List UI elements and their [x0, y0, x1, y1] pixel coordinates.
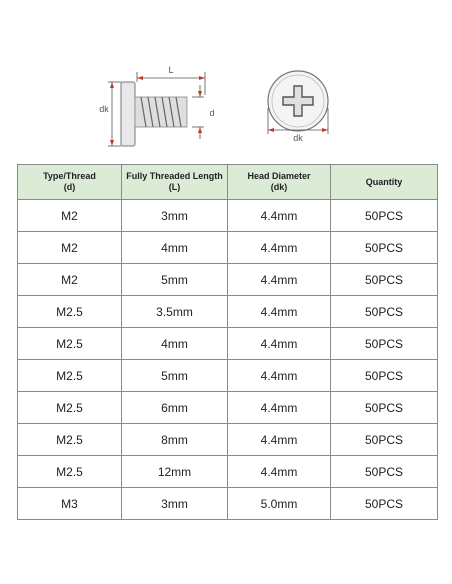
header-line: (L) [168, 182, 181, 192]
cell-quantity: 50PCS [331, 424, 438, 456]
cell-length: 3mm [122, 200, 228, 232]
table-row [18, 264, 438, 296]
cell-head-diameter: 4.4mm [228, 296, 331, 328]
cell-head-diameter: 4.4mm [228, 392, 331, 424]
header-head-diameter [228, 165, 331, 200]
header-line: Fully Threaded Length [126, 171, 223, 181]
header-line: (d) [63, 182, 76, 192]
cell-length: 3mm [122, 488, 228, 520]
cell-length: 5mm [122, 264, 228, 296]
cell-length: 6mm [122, 392, 228, 424]
screw-spec-table [17, 164, 438, 520]
cell-type: M2.5 [18, 328, 122, 360]
cell-head-diameter: 4.4mm [228, 424, 331, 456]
cell-head-diameter: 5.0mm [228, 488, 331, 520]
cell-type: M2.5 [18, 392, 122, 424]
table-row [18, 392, 438, 424]
cell-quantity: 50PCS [331, 392, 438, 424]
cell-length: 12mm [122, 456, 228, 488]
table-row [18, 296, 438, 328]
header-line: Head Diameter [247, 171, 311, 181]
cell-length: 8mm [122, 424, 228, 456]
cell-quantity: 50PCS [331, 200, 438, 232]
table-row [18, 488, 438, 520]
cell-type: M2 [18, 232, 122, 264]
cell-length: 4mm [122, 328, 228, 360]
cell-type: M2 [18, 200, 122, 232]
cell-head-diameter: 4.4mm [228, 200, 331, 232]
screw-shank [135, 97, 187, 127]
cell-quantity: 50PCS [331, 264, 438, 296]
cell-quantity: 50PCS [331, 296, 438, 328]
table-row [18, 328, 438, 360]
cell-type: M2.5 [18, 360, 122, 392]
cell-type: M3 [18, 488, 122, 520]
header-type-thread [18, 165, 122, 200]
cell-quantity: 50PCS [331, 328, 438, 360]
table-row [18, 232, 438, 264]
cell-type: M2 [18, 264, 122, 296]
cell-type: M2.5 [18, 456, 122, 488]
cell-quantity: 50PCS [331, 488, 438, 520]
header-quantity [331, 165, 438, 200]
thread-diameter-label: d [209, 108, 215, 118]
cell-head-diameter: 4.4mm [228, 360, 331, 392]
length-dimension-label: L [168, 65, 174, 75]
cell-length: 5mm [122, 360, 228, 392]
table-row [18, 456, 438, 488]
table-row [18, 424, 438, 456]
cell-quantity: 50PCS [331, 456, 438, 488]
table-row [18, 360, 438, 392]
table-row [18, 200, 438, 232]
cell-type: M2.5 [18, 424, 122, 456]
header-threaded-length [122, 165, 228, 200]
cell-head-diameter: 4.4mm [228, 232, 331, 264]
head-diameter-side-label: dk [99, 104, 109, 114]
screw-head-side [121, 82, 135, 146]
cell-head-diameter: 4.4mm [228, 456, 331, 488]
table-header-row [18, 165, 438, 200]
cell-type: M2.5 [18, 296, 122, 328]
cell-length: 3.5mm [122, 296, 228, 328]
head-diameter-top-label: dk [293, 133, 303, 143]
cell-quantity: 50PCS [331, 232, 438, 264]
cell-head-diameter: 4.4mm [228, 264, 331, 296]
cell-quantity: 50PCS [331, 360, 438, 392]
screw-side-view-drawing [0, 0, 452, 160]
cell-head-diameter: 4.4mm [228, 328, 331, 360]
header-line: Type/Thread [43, 171, 96, 181]
cell-length: 4mm [122, 232, 228, 264]
screw-dimension-diagram [0, 0, 452, 160]
header-line: (dk) [270, 182, 288, 192]
header-line: Quantity [365, 176, 403, 187]
